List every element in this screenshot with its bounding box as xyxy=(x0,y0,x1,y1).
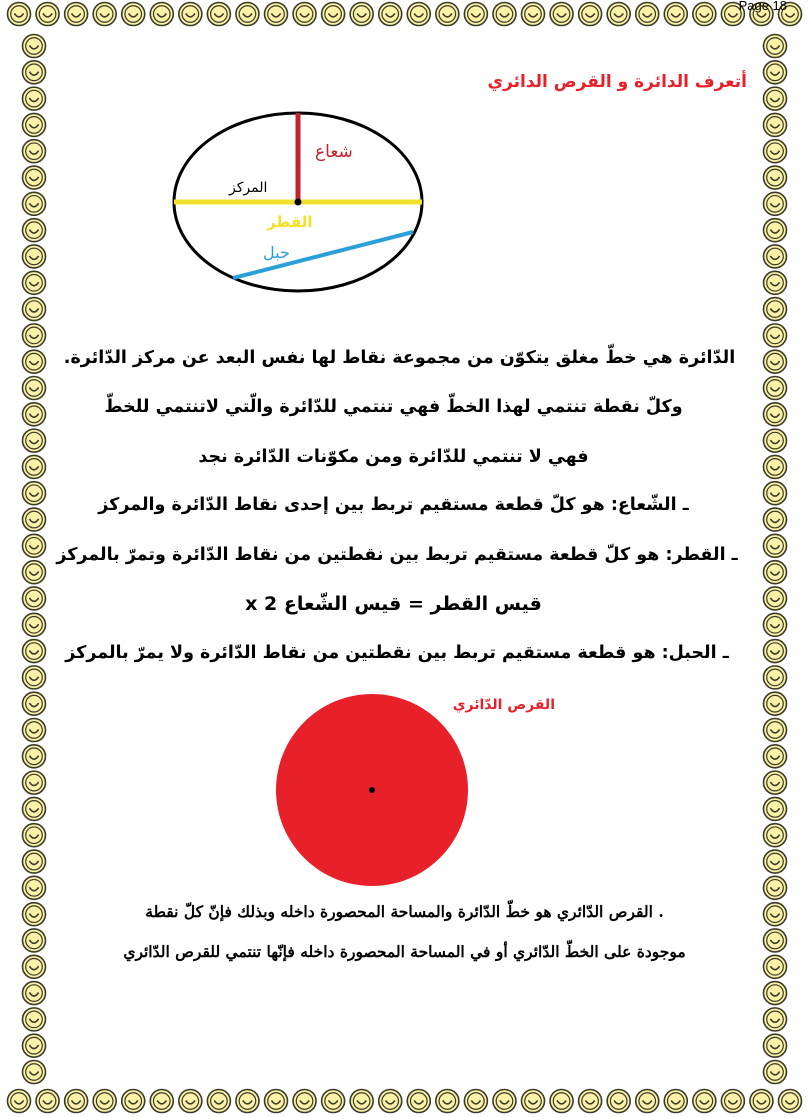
smiley-icon xyxy=(764,324,787,347)
smiley-icon xyxy=(23,824,46,847)
smiley-icon xyxy=(464,3,487,26)
smiley-icon xyxy=(23,666,46,689)
smiley-icon xyxy=(150,1090,173,1113)
smiley-icon xyxy=(764,771,787,794)
disk-label: القرص الدّائري xyxy=(452,697,555,713)
smiley-icon xyxy=(122,3,145,26)
definition-line-3: فهي لا تنتمي للدّائرة ومن مكوّنات الدّائرة نجد xyxy=(198,447,589,467)
smiley-icon xyxy=(764,113,787,136)
chord-label: حبل xyxy=(263,243,290,262)
smiley-icon xyxy=(23,113,46,136)
chord-segment xyxy=(233,232,413,278)
smiley-icon xyxy=(293,3,316,26)
smiley-icon xyxy=(23,797,46,820)
smiley-icon xyxy=(764,61,787,84)
smiley-icon xyxy=(550,1090,573,1113)
smiley-icon xyxy=(23,745,46,768)
smiley-icon xyxy=(179,1090,202,1113)
smiley-icon xyxy=(150,3,173,26)
disk-description-line-2: موجودة على الخطّ الدّائري أو في المساحة المحصورة داخله فإنّها تنتمي للقرص الدّائري xyxy=(123,942,686,961)
smiley-icon xyxy=(23,613,46,636)
smiley-icon xyxy=(350,3,373,26)
smiley-icon xyxy=(664,1090,687,1113)
smiley-icon xyxy=(464,1090,487,1113)
smiley-icon xyxy=(36,1090,59,1113)
smiley-icon xyxy=(764,508,787,531)
smiley-icon xyxy=(764,350,787,373)
smiley-icon xyxy=(23,271,46,294)
smiley-icon xyxy=(693,1090,716,1113)
smiley-icon xyxy=(265,1090,288,1113)
smiley-icon xyxy=(764,403,787,426)
smiley-icon xyxy=(750,1090,773,1113)
smiley-icon xyxy=(764,797,787,820)
smiley-icon xyxy=(779,1090,802,1113)
smiley-icon xyxy=(23,982,46,1005)
smiley-icon xyxy=(764,192,787,215)
smiley-icon xyxy=(23,87,46,110)
smiley-icon xyxy=(23,192,46,215)
smiley-icon xyxy=(764,745,787,768)
smiley-icon xyxy=(764,587,787,610)
smiley-icon xyxy=(607,1090,630,1113)
smiley-icon xyxy=(379,1090,402,1113)
smiley-icon xyxy=(8,3,31,26)
smiley-icon xyxy=(764,482,787,505)
diameter-label: القطر xyxy=(267,213,313,231)
smiley-icon xyxy=(23,350,46,373)
smiley-icon xyxy=(407,3,430,26)
smiley-icon xyxy=(636,3,659,26)
smiley-icon xyxy=(522,1090,545,1113)
smiley-icon xyxy=(23,850,46,873)
smiley-icon xyxy=(550,3,573,26)
smiley-icon xyxy=(764,219,787,242)
smiley-icon xyxy=(23,929,46,952)
smiley-icon xyxy=(764,1008,787,1031)
lesson-title: أتعرف الدائرة و القرص الدائري xyxy=(487,72,747,92)
disk-diagram xyxy=(270,690,570,890)
smiley-icon xyxy=(764,35,787,58)
smiley-icon xyxy=(764,455,787,478)
smiley-icon xyxy=(764,534,787,557)
smiley-icon xyxy=(207,1090,230,1113)
smiley-icon xyxy=(764,377,787,400)
smiley-icon xyxy=(493,3,516,26)
smiley-icon xyxy=(636,1090,659,1113)
smiley-icon xyxy=(764,955,787,978)
smiley-icon xyxy=(93,3,116,26)
smiley-icon xyxy=(23,324,46,347)
smiley-icon xyxy=(764,640,787,663)
smiley-icon xyxy=(65,1090,88,1113)
radius-definition: ـ الشّعاع: هو كلّ قطعة مستقيم تربط بين إحدى نقاط الدّائرة والمركز xyxy=(98,495,689,515)
smiley-icon xyxy=(764,824,787,847)
smiley-icon xyxy=(65,3,88,26)
smiley-icon xyxy=(493,1090,516,1113)
disk-description-line-1: . القرص الدّائري هو خطّ الدّائرة والمساحة المحصورة داخله وبذلك فإنّ كلّ نقطة xyxy=(145,902,664,921)
center-label: المركز xyxy=(229,180,268,196)
smiley-icon xyxy=(207,3,230,26)
smiley-icon xyxy=(764,850,787,873)
smiley-icon xyxy=(23,903,46,926)
smiley-icon xyxy=(693,3,716,26)
smiley-icon xyxy=(764,1061,787,1084)
chord-definition: ـ الحبل: هو قطعة مستقيم تربط بين نقطتين من نقاط الدّائرة ولا يمرّ بالمركز xyxy=(65,643,729,663)
smiley-icon xyxy=(236,3,259,26)
smiley-icon xyxy=(350,1090,373,1113)
smiley-icon xyxy=(764,429,787,452)
smiley-icon xyxy=(36,3,59,26)
smiley-icon xyxy=(23,955,46,978)
smiley-icon xyxy=(436,3,459,26)
smiley-icon xyxy=(23,61,46,84)
smiley-icon xyxy=(764,666,787,689)
disk-center-point xyxy=(369,787,375,793)
center-point xyxy=(295,199,302,206)
smiley-icon xyxy=(23,298,46,321)
smiley-icon xyxy=(764,982,787,1005)
smiley-icon xyxy=(407,1090,430,1113)
smiley-icon xyxy=(379,3,402,26)
smiley-icon xyxy=(23,245,46,268)
smiley-icon xyxy=(179,3,202,26)
radius-label: شعاع xyxy=(315,142,353,162)
smiley-icon xyxy=(265,3,288,26)
smiley-icon xyxy=(764,298,787,321)
diameter-formula: قيس القطر = قيس الشّعاع 2 x xyxy=(245,593,542,615)
smiley-icon xyxy=(764,876,787,899)
smiley-icon xyxy=(23,219,46,242)
smiley-icon xyxy=(23,1061,46,1084)
smiley-icon xyxy=(23,771,46,794)
smiley-icon xyxy=(764,561,787,584)
smiley-icon xyxy=(23,876,46,899)
smiley-icon xyxy=(122,1090,145,1113)
smiley-icon xyxy=(23,719,46,742)
smiley-icon xyxy=(764,692,787,715)
circle-diagram xyxy=(165,105,435,305)
smiley-icon xyxy=(764,140,787,163)
definition-line-2: وكلّ نقطة تنتمي لهذا الخطّ فهي تنتمي للدّائرة والّتي لاتنتمي للخطّ xyxy=(104,397,683,417)
smiley-icon xyxy=(721,1090,744,1113)
smiley-icon xyxy=(664,3,687,26)
smiley-icon xyxy=(23,140,46,163)
smiley-icon xyxy=(436,1090,459,1113)
smiley-icon xyxy=(8,1090,31,1113)
smiley-icon xyxy=(23,35,46,58)
smiley-icon xyxy=(764,903,787,926)
smiley-icon xyxy=(607,3,630,26)
smiley-icon xyxy=(764,929,787,952)
smiley-icon xyxy=(522,3,545,26)
smiley-icon xyxy=(579,3,602,26)
smiley-icon xyxy=(93,1090,116,1113)
smiley-icon xyxy=(322,3,345,26)
smiley-icon xyxy=(23,1034,46,1057)
smiley-icon xyxy=(764,245,787,268)
smiley-icon xyxy=(764,271,787,294)
smiley-icon xyxy=(579,1090,602,1113)
smiley-icon xyxy=(23,1008,46,1031)
smiley-icon xyxy=(293,1090,316,1113)
smiley-icon xyxy=(322,1090,345,1113)
smiley-icon xyxy=(23,692,46,715)
smiley-icon xyxy=(764,166,787,189)
smiley-icon xyxy=(764,719,787,742)
smiley-icon xyxy=(23,166,46,189)
definition-line-1: الدّائرة هي خطّ مغلق يتكوّن من مجموعة نقاط لها نفس البعد عن مركز الدّائرة. xyxy=(63,348,736,368)
smiley-icon xyxy=(764,613,787,636)
page-number: Page 18 xyxy=(738,0,787,13)
smiley-icon xyxy=(236,1090,259,1113)
diameter-definition: ـ القطر: هو كلّ قطعة مستقيم تربط بين نقطتين من نقاط الدّائرة وتمرّ بالمركز xyxy=(56,545,738,565)
smiley-icon xyxy=(764,1034,787,1057)
smiley-icon xyxy=(764,87,787,110)
